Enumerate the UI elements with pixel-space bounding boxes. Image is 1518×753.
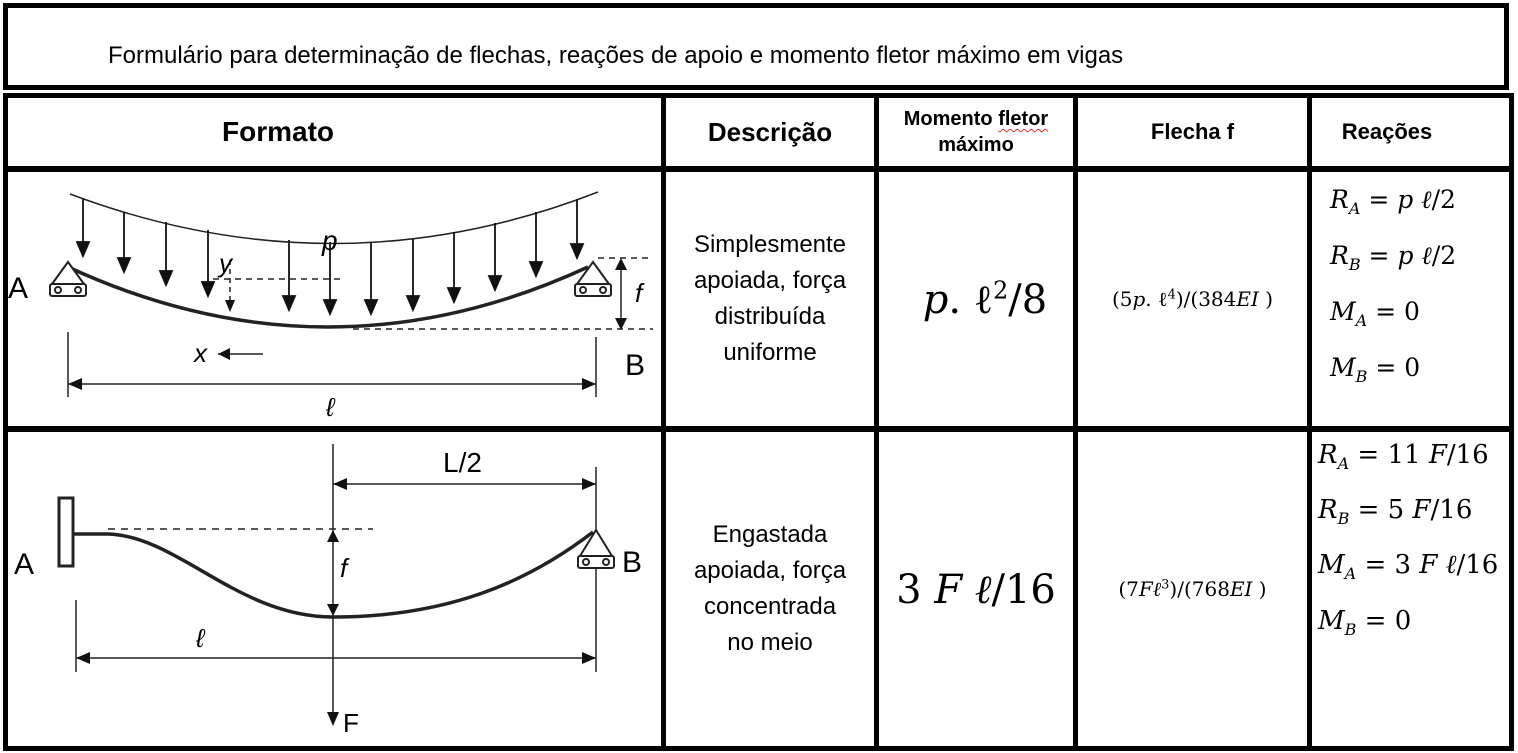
reaction-line: $R_B = 5$ F/16	[1318, 495, 1473, 529]
reaction-line: $M_A = 0$	[1330, 297, 1420, 330]
header-flecha-label: Flecha f	[1150, 119, 1235, 144]
row1-deflection	[1078, 172, 1307, 426]
math-var: EI	[1236, 286, 1259, 311]
math-var: Fℓ	[1138, 576, 1162, 601]
header-momento	[879, 98, 1073, 166]
row2-desc-line: Engastada	[712, 521, 828, 548]
math-divisor: /16	[991, 566, 1056, 613]
math-part: )	[1252, 576, 1267, 601]
label-f: f	[635, 278, 643, 308]
header-formato	[8, 98, 548, 166]
row1-desc-line: uniforme	[723, 339, 817, 366]
math-part: 3	[896, 566, 935, 613]
label-p: p	[322, 225, 338, 256]
table-border-bottom	[3, 746, 1514, 751]
load-arrowhead	[327, 712, 339, 726]
row1-desc-line: apoiada, força	[693, 267, 847, 294]
header-flecha	[1078, 98, 1307, 166]
row2-reactions	[1318, 432, 1509, 746]
title-box	[3, 3, 1509, 90]
header-reacoes-label: Reações	[1341, 119, 1433, 144]
math-var: EI	[1229, 576, 1253, 601]
reaction-line: $R_A = p$ ℓ/2	[1330, 185, 1456, 218]
math-ell: ℓ	[962, 566, 992, 613]
label-L2: L/2	[443, 447, 482, 478]
x-arrowhead	[218, 348, 230, 360]
row1-description	[666, 172, 874, 426]
reaction-line: $R_B = p$ ℓ/2	[1330, 241, 1457, 274]
row2-description	[666, 432, 874, 746]
fixed-support-wall	[59, 498, 73, 566]
math-part: . ℓ	[1145, 286, 1168, 311]
span-arrowhead-left	[76, 652, 90, 664]
col-divider-4	[1307, 93, 1312, 751]
math-part: )/(384	[1175, 286, 1237, 311]
row2-desc-line: apoiada, força	[693, 557, 847, 584]
pin-support-left	[50, 262, 86, 296]
label-A: A	[14, 548, 35, 581]
row2-desc-line: no meio	[727, 629, 813, 656]
table-border-right	[1509, 93, 1514, 751]
row2-desc-line: concentrada	[703, 593, 837, 620]
f-arrowhead-top	[327, 530, 339, 542]
header-descricao-label: Descrição	[707, 116, 833, 147]
label-x: x	[194, 338, 207, 368]
row2-max-moment	[879, 432, 1073, 746]
math-exponent: 3	[1161, 576, 1170, 592]
reaction-line: $M_A = 3$ F ℓ/16	[1318, 550, 1499, 584]
math-part: (7	[1118, 576, 1139, 601]
header-momento-word2: fletor	[998, 108, 1049, 130]
label-l: ℓ	[196, 623, 205, 653]
math-var: p	[1132, 286, 1146, 311]
roller-support-right	[578, 530, 614, 568]
diagram-simply-supported-uniform-load	[8, 172, 661, 426]
label-B: B	[622, 546, 643, 579]
row1-max-moment	[879, 172, 1073, 426]
reaction-line: $M_B = 0$	[1318, 605, 1412, 639]
label-l: ℓ	[326, 392, 335, 422]
row2-deflection	[1078, 432, 1307, 746]
f-arrowhead-bottom	[615, 318, 627, 330]
label-A: A	[8, 272, 29, 305]
y-arrowhead	[225, 300, 235, 312]
row1-reactions	[1330, 172, 1509, 426]
math-part: )/(768	[1169, 576, 1230, 601]
label-F: F	[343, 708, 359, 738]
math-var-F: F	[934, 566, 963, 613]
f-arrowhead-top	[615, 258, 627, 270]
math-ell: . ℓ	[948, 276, 993, 323]
span-arrowhead-right	[582, 652, 596, 664]
header-descricao	[666, 98, 874, 166]
math-part: (5	[1111, 286, 1133, 311]
reaction-line: $M_B = 0$	[1330, 353, 1421, 386]
header-momento-word1: Momento	[903, 108, 993, 130]
math-var-p: p	[922, 276, 949, 323]
row1-desc-line: distribuída	[714, 303, 826, 330]
label-f: f	[340, 553, 348, 583]
label-y: y	[219, 248, 232, 278]
span-arrowhead-left	[68, 378, 82, 390]
deflected-beam	[68, 267, 588, 327]
span-arrowhead-right	[582, 378, 596, 390]
roller-support-right	[575, 262, 611, 296]
half-span-arrowhead-left	[333, 478, 347, 490]
half-span-arrowhead-right	[582, 478, 596, 490]
diagram-fixed-pinned-point-load	[8, 432, 661, 746]
math-divisor: /8	[1008, 276, 1048, 323]
math-exponent: 4	[1167, 286, 1176, 302]
header-formato-label: Formato	[222, 116, 334, 147]
math-exponent: 2	[992, 276, 1009, 305]
f-arrowhead-bottom	[327, 604, 339, 616]
header-momento-line2: máximo	[938, 134, 1014, 156]
row1-desc-line: Simplesmente	[693, 231, 847, 258]
header-reacoes	[1312, 98, 1462, 166]
label-B: B	[625, 349, 646, 382]
reaction-line: $R_A = 11$ F/16	[1318, 440, 1489, 474]
sheet-title: Formulário para determinação de flechas, reações de apoio e momento fletor máximo em vigas	[108, 42, 1124, 69]
math-part: )	[1258, 286, 1274, 311]
